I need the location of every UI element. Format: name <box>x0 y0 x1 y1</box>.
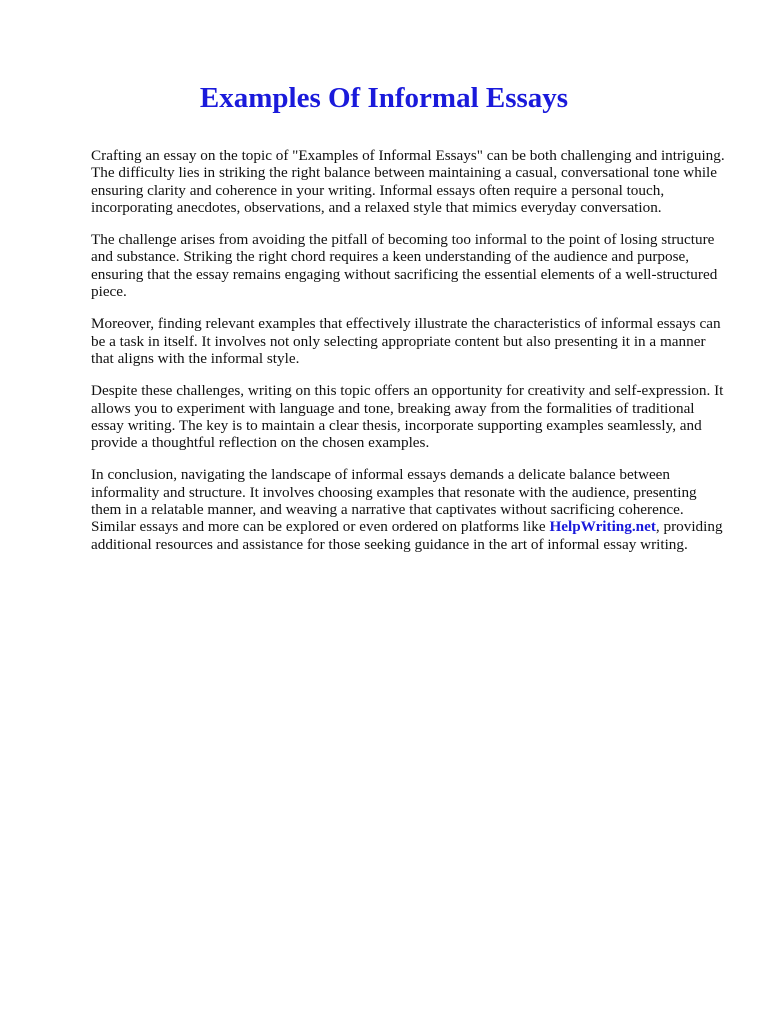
conclusion-text-after-link: , providing additional resources and assistance for those seeking guidance in the art of informal essay writing. <box>91 518 723 553</box>
paragraph-2: The challenge arises from avoiding the pitfall of becoming too informal to the point of losing structure and substance. Striking the right chord requires a keen understanding of the audience and purpose, ensuring that the essay remains engaging without sacrificing the essential elements of a well-structured piece. <box>91 231 718 301</box>
paragraph-1: Crafting an essay on the topic of "Examples of Informal Essays" can be both challenging and intriguing. The difficulty lies in striking the right balance between maintaining a casual, conversational tone while ensuring clarity and coherence in your writing. Informal essays often require a personal touch, incorporating anecdotes, observations, and a relaxed style that mimics everyday conversation. <box>91 147 725 216</box>
paragraph-4: Despite these challenges, writing on this topic offers an opportunity for creativity and self-expression. It allows you to experiment with language and tone, breaking away from the formalities of traditional essay writing. The key is to maintain a clear thesis, incorporate supporting examples seamlessly, and provide a thoughtful reflection on the chosen examples. <box>91 382 724 452</box>
helpwriting-link[interactable]: HelpWriting.net <box>549 518 656 536</box>
paragraph-3: Moreover, finding relevant examples that effectively illustrate the characteristics of informal essays can be a task in itself. It involves not only selecting appropriate content but also presenting it in a manner that aligns with the informal style. <box>91 315 721 367</box>
conclusion-text-before-link: In conclusion, navigating the landscape of informal essays demands a delicate balance between informality and structure. It involves choosing examples that resonate with the audience, presenting them in a relatable manner, and weaving a narrative that captivates without sacrificing coherence. Similar essays and more can be explored or even ordered on platforms like <box>91 466 697 536</box>
paragraph-conclusion <box>91 466 727 552</box>
document-body <box>91 147 727 568</box>
page-title: Examples Of Informal Essays <box>199 82 569 114</box>
